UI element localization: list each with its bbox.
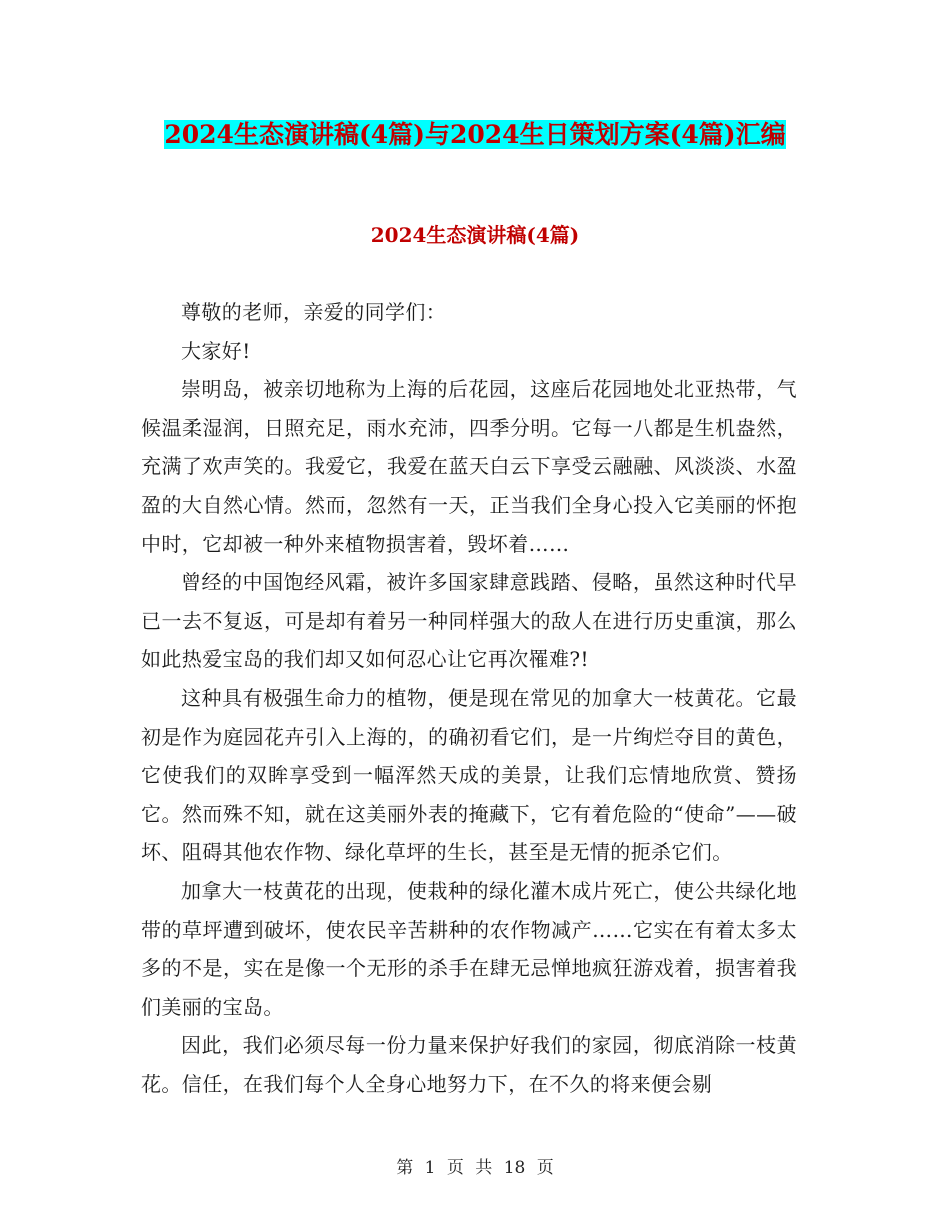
section-heading: 2024生态演讲稿(4篇) (370, 223, 580, 247)
document-title (140, 112, 810, 157)
document-title-text: 2024生态演讲稿(4篇)与2024生日策划方案(4篇)汇编 (164, 120, 786, 149)
paragraph: 这种具有极强生命力的植物，便是现在常见的加拿大一枝黄花。它最初是作为庭园花卉引入上海的，的确初看它们，是一片绚烂夺目的黄色，它使我们的双眸享受到一幅浑然天成的美景，让我们忘情地欣赏、赞扬它。然而殊不知，就在这美丽外表的掩藏下，它有着危险的“使命”——破坏、阻碍其他农作物、绿化草坪的生长，甚至是无情的扼杀它们。 (141, 685, 797, 865)
paragraph-greeting: 大家好! (181, 338, 251, 363)
paragraph: 加拿大一枝黄花的出现，使栽种的绿化灌木成片死亡，使公共绿化地带的草坪遭到破坏，使农民辛苦耕种的农作物减产……它实在有着太多太多的不是，实在是像一个无形的杀手在肆无忌惮地疯狂游戏着，损害着我们美丽的宝岛。 (141, 878, 797, 1019)
paragraph: 曾经的中国饱经风霜，被许多国家肆意践踏、侵略，虽然这种时代早已一去不复返，可是却有着另一种同样强大的敌人在进行历史重演，那么如此热爱宝岛的我们却又如何忍心让它再次罹难?! (141, 570, 797, 672)
document-body (141, 293, 797, 1103)
paragraph: 崇明岛，被亲切地称为上海的后花园，这座后花园地处北亚热带，气候温柔湿润，日照充足，雨水充沛，四季分明。它每一八都是生机盎然，充满了欢声笑的。我爱它，我爱在蓝天白云下享受云融融、风淡淡、水盈盈的大自然心情。然而，忽然有一天，正当我们全身心投入它美丽的怀抱中时，它却被一种外来植物损害着，毁坏着…… (141, 377, 797, 556)
page-footer: 第 1 页 共 18 页 (396, 1158, 554, 1178)
paragraph-salutation: 尊敬的老师，亲爱的同学们： (181, 300, 447, 324)
paragraph: 因此，我们必须尽每一份力量来保护好我们的家园，彻底消除一枝黄花。信任，在我们每个人全身心地努力下，在不久的将来便会剔 (141, 1033, 797, 1096)
